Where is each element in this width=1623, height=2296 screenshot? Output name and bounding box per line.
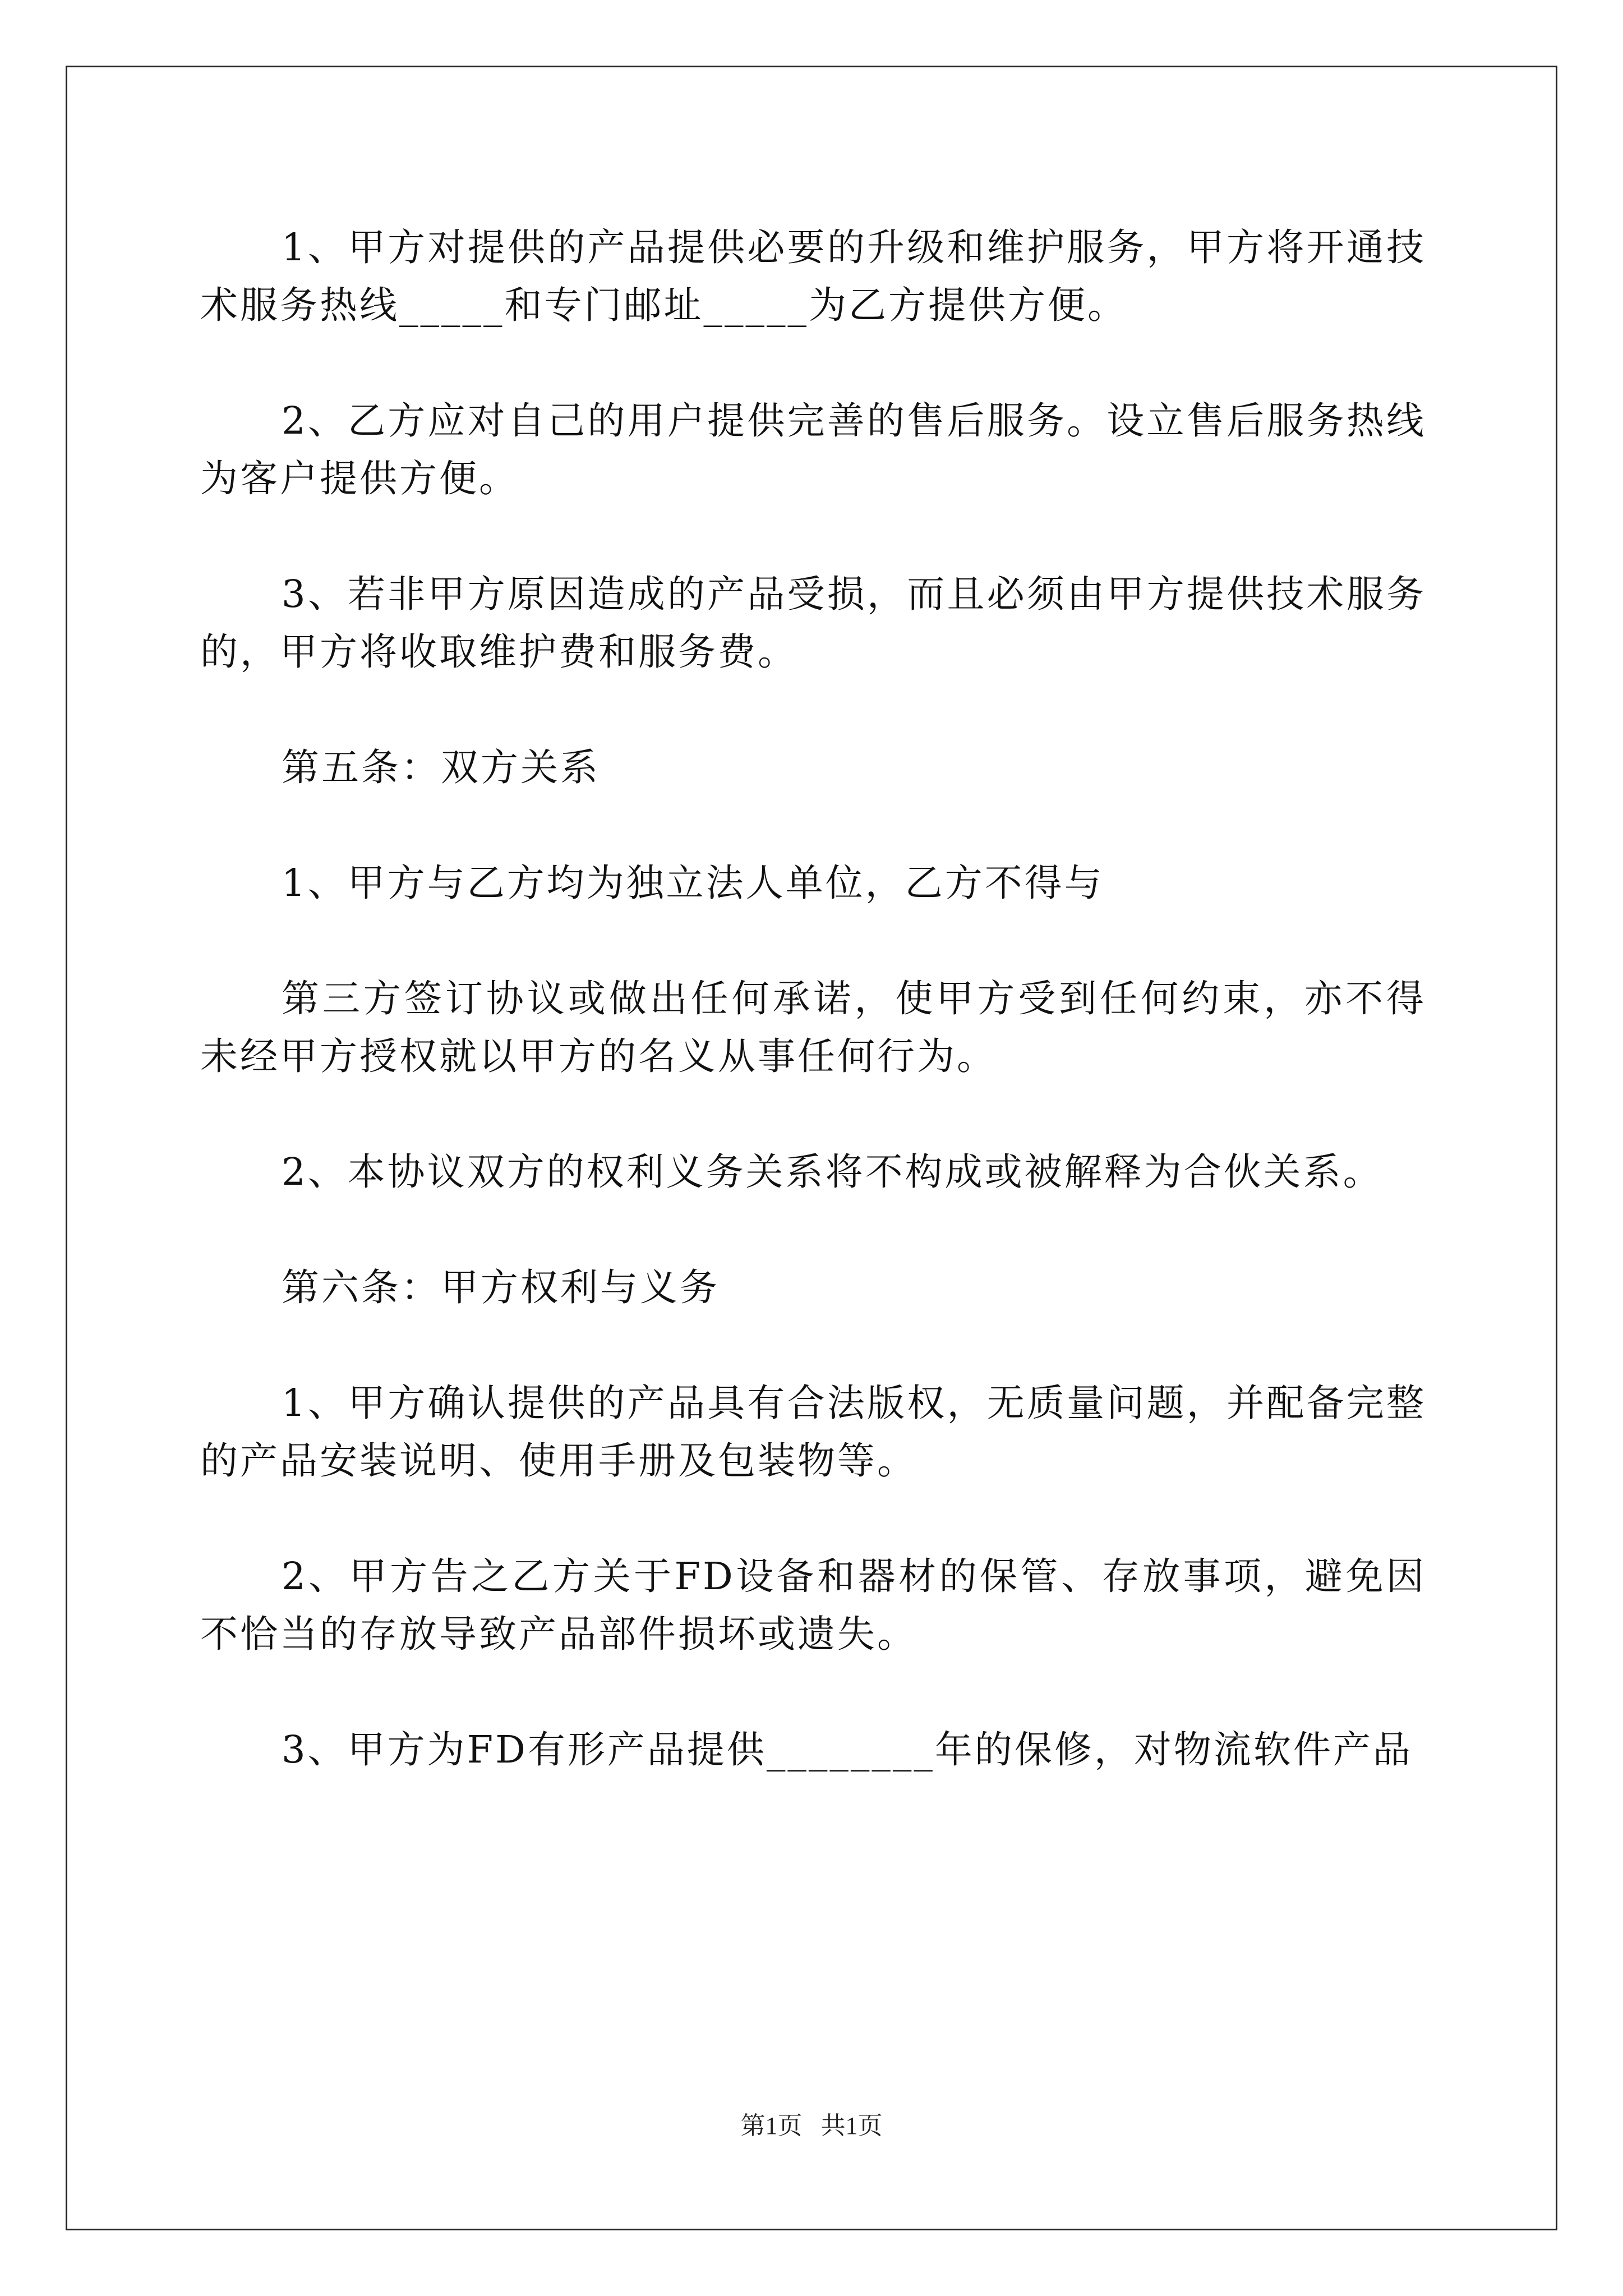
- section-heading-5: 第五条：双方关系: [282, 746, 600, 789]
- paragraph-7: 1、甲方确认提供的产品具有合法版权，无质量问题，并配备完整的产品安装说明、使用手册及包装物等。: [200, 1381, 1426, 1483]
- paragraph-3: 3、若非甲方原因造成的产品受损，而且必须由甲方提供技术服务的，甲方将收取维护费和服务费。: [200, 572, 1426, 674]
- paragraph-4: 1、甲方与乙方均为独立法人单位，乙方不得与: [282, 861, 1104, 905]
- document-body: [200, 219, 1426, 1837]
- section-heading-6: 第六条：甲方权利与义务: [282, 1266, 720, 1309]
- paragraph-9: 3、甲方为FD有形产品提供________年的保修，对物流软件产品: [282, 1728, 1413, 1772]
- paragraph-8: 2、甲方告之乙方关于FD设备和器材的保管、存放事项，避免因不恰当的存放导致产品部件损坏或遗失。: [200, 1554, 1426, 1656]
- paragraph-2: 2、乙方应对自己的用户提供完善的售后服务。设立售后服务热线为客户提供方便。: [200, 399, 1426, 500]
- paragraph-6: 2、本协议双方的权利义务关系将不构成或被解释为合伙关系。: [282, 1150, 1383, 1194]
- paragraph-1: 1、甲方对提供的产品提供必要的升级和维护服务，甲方将开通技术服务热线_____和专门邮址_____为乙方提供方便。: [200, 226, 1426, 327]
- page-number-footer: 第1页 共1页: [740, 2112, 883, 2139]
- paragraph-5: 第三方签订协议或做出任何承诺，使甲方受到任何约束，亦不得未经甲方授权就以甲方的名义从事任何行为。: [200, 977, 1426, 1078]
